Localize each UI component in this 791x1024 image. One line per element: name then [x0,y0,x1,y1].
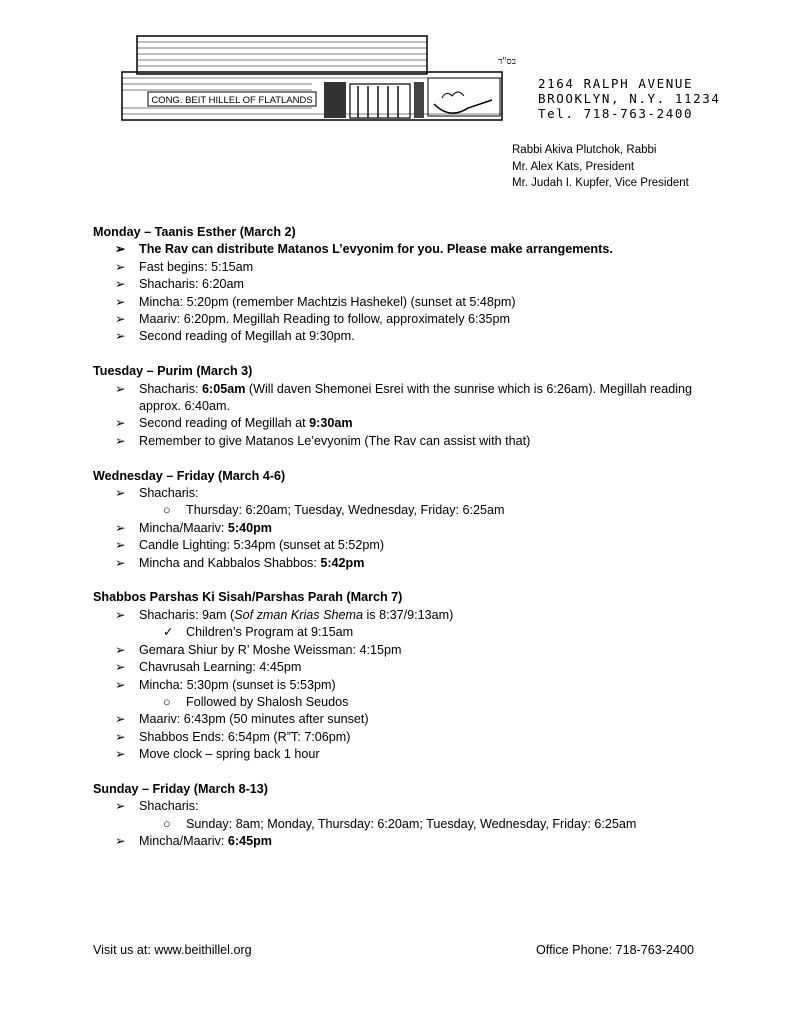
section-monday [93,224,733,346]
list-item: ➢ The Rav can distribute Matanos L’evyonim for you. Please make arrangements. [93,241,733,258]
section-tuesday [93,363,733,450]
arrow-bullet-icon: ➢ [115,607,126,622]
address-block [538,76,721,121]
sub-item: ○ Followed by Shalosh Seudos [93,694,733,711]
section-heading: Shabbos Parshas Ki Sisah/Parshas Parah (March 7) [93,590,403,605]
list-item: ➢ Mincha and Kabbalos Shabbos: 5:42pm [93,555,733,572]
list-item: ➢ Second reading of Megillah at 9:30am [93,415,733,432]
arrow-bullet-icon: ➢ [115,277,126,292]
schedule [93,224,733,868]
arrow-bullet-icon: ➢ [115,381,126,396]
arrow-bullet-icon: ➢ [115,486,126,501]
footer-phone: Office Phone: 718-763-2400 [536,943,695,957]
arrow-bullet-icon: ➢ [115,677,126,692]
list-item: ➢ Remember to give Matanos Le’evyonim (The Rav can assist with that) [93,433,733,450]
list-item: ➢ Fast begins: 5:15am [93,259,733,276]
arrow-bullet-icon: ➢ [115,642,126,657]
footer-website: Visit us at: www.beithillel.org [93,943,252,957]
list-item: ➢ Shacharis: [93,485,733,502]
list-item: ➢ Second reading of Megillah at 9:30pm. [93,328,733,345]
arrow-bullet-icon: ➢ [115,712,126,727]
building-sign: CONG. BEIT HILLEL OF FLATLANDS [151,95,313,106]
address-line: 2164 RALPH AVENUE [538,76,694,91]
section-weekday [93,468,733,572]
list-item: ➢ Move clock – spring back 1 hour [93,746,733,763]
arrow-bullet-icon: ➢ [115,312,126,327]
list-item: ➢ Chavrusah Learning: 4:45pm [93,659,733,676]
section-shabbos [93,589,733,763]
sub-item: ○ Sunday: 8am; Monday, Thursday: 6:20am; Tuesday, Wednesday, Friday: 6:25am [93,816,733,833]
officer: Mr. Judah I. Kupfer, Vice President [512,177,689,189]
arrow-bullet-icon: ➢ [115,799,126,814]
list-item: ➢ Shacharis: 6:05am (Will daven Shemonei Esrei with the sunrise which is 6:26am). Megillah reading approx. 6:40am. [115,381,693,414]
officer: Mr. Alex Kats, President [512,160,635,173]
section-week2 [93,781,733,851]
list-item: ➢ Mincha: 5:30pm (sunset is 5:53pm) [93,677,733,694]
arrow-bullet-icon: ➢ [115,660,126,675]
list-item: ➢ Maariv: 6:20pm. Megillah Reading to follow, approximately 6:35pm [93,311,733,328]
section-heading: Tuesday – Purim (March 3) [93,364,253,379]
circle-bullet-icon: ○ [163,816,171,831]
officers-list [512,142,689,192]
circle-bullet-icon: ○ [163,694,171,709]
arrow-bullet-icon: ➢ [115,555,126,570]
arrow-bullet-icon: ➢ [115,242,126,257]
arrow-bullet-icon: ➢ [115,259,126,274]
bsd-mark: בס"ד [498,57,516,67]
sub-item: ○ Thursday: 6:20am; Tuesday, Wednesday, Friday: 6:25am [93,502,733,519]
list-item: ➢ Shacharis: 6:20am [93,276,733,293]
section-heading: Wednesday – Friday (March 4-6) [93,468,286,483]
list-item: ➢ Mincha/Maariv: 6:45pm [93,833,733,850]
list-item: ➢ Shacharis: [93,798,733,815]
arrow-bullet-icon: ➢ [115,416,126,431]
checkmark-icon: ✓ [163,625,174,640]
section-heading: Monday – Taanis Esther (March 2) [93,225,296,239]
list-item: ➢ Shacharis: 9am (Sof zman Krias Shema is 8:37/9:13am) [93,607,733,624]
phone-line: Tel. 718-763-2400 [538,106,694,121]
arrow-bullet-icon: ➢ [115,834,126,849]
list-item: ➢ Shabbos Ends: 6:54pm (R”T: 7:06pm) [93,729,733,746]
arrow-bullet-icon: ➢ [115,433,126,448]
arrow-bullet-icon: ➢ [115,329,126,344]
officer: Rabbi Akiva Plutchok, Rabbi [512,144,657,156]
sub-item: ✓ Children’s Program at 9:15am [93,624,733,641]
arrow-bullet-icon: ➢ [115,538,126,553]
arrow-bullet-icon: ➢ [115,729,126,744]
list-item: ➢ Mincha: 5:20pm (remember Machtzis Hashekel) (sunset at 5:48pm) [93,294,733,311]
list-item: ➢ Mincha/Maariv: 5:40pm [93,520,733,537]
arrow-bullet-icon: ➢ [115,747,126,762]
list-item: ➢ Maariv: 6:43pm (50 minutes after sunset) [93,711,733,728]
address-line: BROOKLYN, N.Y. 11234 [538,91,721,106]
circle-bullet-icon: ○ [163,503,171,518]
arrow-bullet-icon: ➢ [115,520,126,535]
list-item: ➢ Gemara Shiur by R’ Moshe Weissman: 4:15pm [93,642,733,659]
list-item: ➢ Candle Lighting: 5:34pm (sunset at 5:52pm) [93,537,733,554]
section-heading: Sunday – Friday (March 8-13) [93,781,268,796]
arrow-bullet-icon: ➢ [115,294,126,309]
